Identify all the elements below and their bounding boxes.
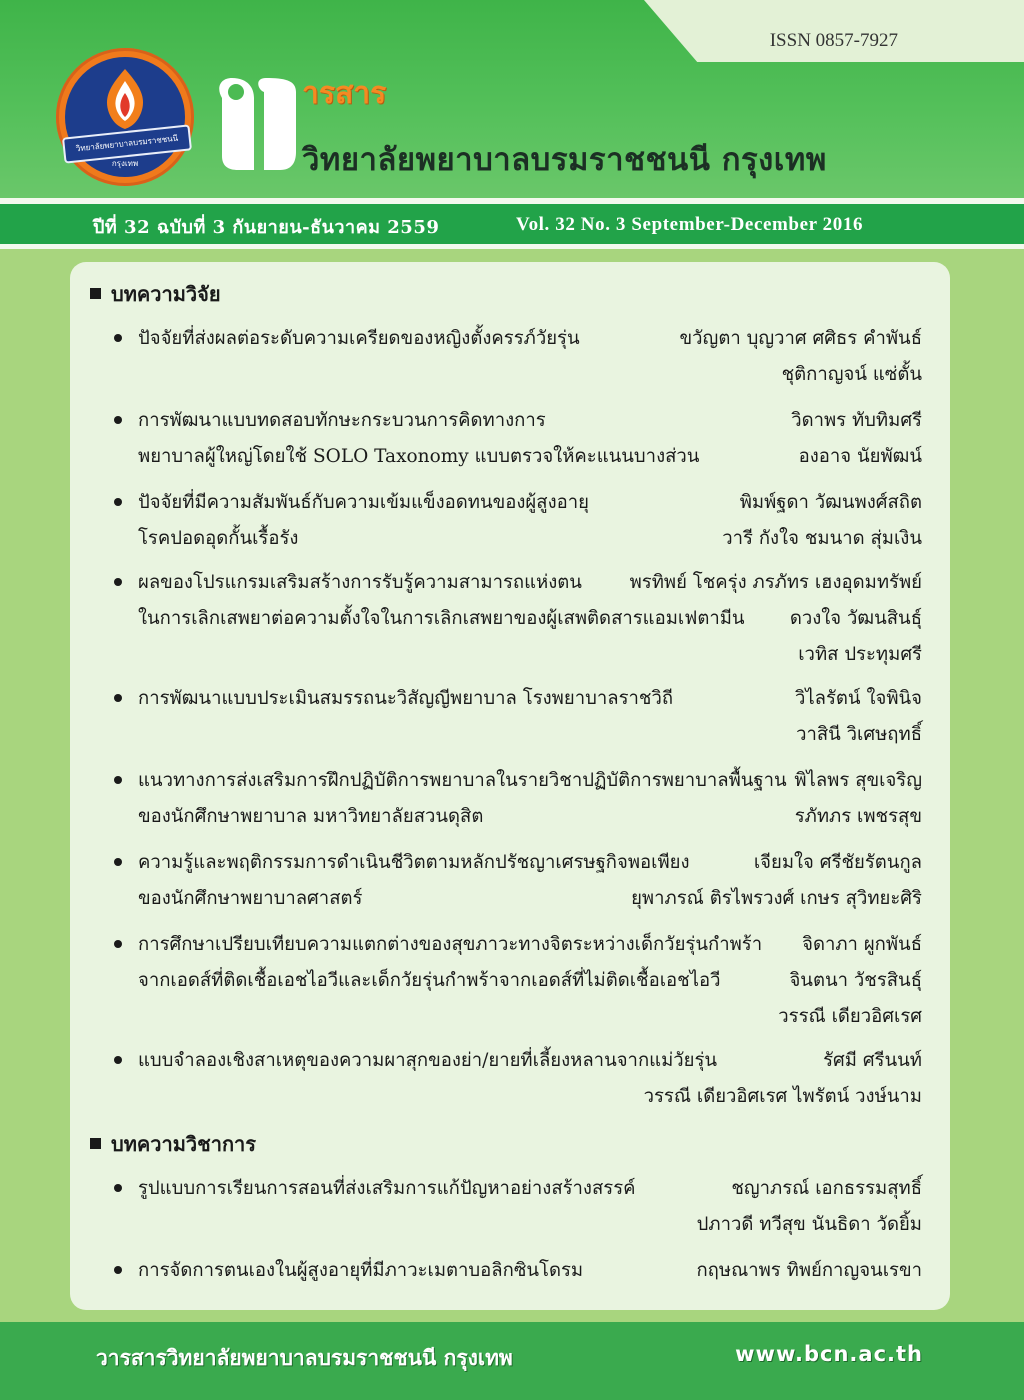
bullet-icon xyxy=(114,694,122,702)
issn-number: ISSN 0857-7927 xyxy=(769,30,898,51)
article-authors: ชญาภรณ์ เอกธรรมสุทธิ์ xyxy=(731,1178,922,1199)
article-title: ในการเลิกเสพยาต่อความตั้งใจในการเลิกเสพยาของผู้เสพติดสารแอมเฟตามีน xyxy=(138,608,745,629)
footer-bar xyxy=(0,1322,1024,1400)
journal-word: ารสาร xyxy=(302,76,387,111)
academic-section-heading xyxy=(90,1128,256,1160)
issue-bar xyxy=(0,204,1024,249)
college-name: วิทยาลัยพยาบาลบรมราชชนนี กรุงเทพ xyxy=(302,142,827,178)
journal-letter-w xyxy=(214,58,304,174)
bullet-icon xyxy=(114,940,122,948)
article-title: โรคปอดอุดกั้นเรื้อรัง xyxy=(138,528,299,549)
research-heading-text: บทความวิจัย xyxy=(111,282,221,306)
article-authors: เจียมใจ ศรีชัยรัตนกูล xyxy=(753,852,922,873)
article-authors: ชุติกาญจน์ แซ่ตั้น xyxy=(781,364,922,385)
logo-emblem xyxy=(65,57,185,177)
article-authors: พิมพ์ฐดา วัฒนพงศ์สถิต xyxy=(739,492,922,513)
footer-journal-name: วารสารวิทยาลัยพยาบาลบรมราชชนนี กรุงเทพ xyxy=(96,1346,513,1370)
article-title: แนวทางการส่งเสริมการฝึกปฏิบัติการพยาบาลในรายวิชาปฏิบัติการพยาบาลพื้นฐาน xyxy=(138,770,787,791)
article-authors: เวทิส ประทุมศรี xyxy=(798,644,922,665)
bullet-icon xyxy=(114,334,122,342)
article-title: แบบจำลองเชิงสาเหตุของความผาสุกของย่า/ยายที่เลี้ยงหลานจากแม่วัยรุ่น xyxy=(138,1050,718,1071)
article-authors: จินตนา วัชรสินธุ์ xyxy=(789,970,922,991)
issue-english: Vol. 32 No. 3 September-December 2016 xyxy=(516,214,864,235)
article-authors: วิดาพร ทับทิมศรี xyxy=(791,410,922,431)
bullet-icon xyxy=(114,1184,122,1192)
college-logo xyxy=(56,48,194,186)
article-title: ของนักศึกษาพยาบาลศาสตร์ xyxy=(138,888,363,909)
academic-heading-text: บทความวิชาการ xyxy=(111,1132,257,1156)
article-authors: พิไลพร สุขเจริญ xyxy=(794,770,922,791)
article-authors: จิดาภา ผูกพันธ์ xyxy=(802,934,922,955)
bullet-icon xyxy=(114,416,122,424)
article-authors: วรรณี เดียวอิศเรศ xyxy=(778,1006,922,1027)
article-title: ปัจจัยที่ส่งผลต่อระดับความเครียดของหญิงตั้งครรภ์วัยรุ่น xyxy=(138,328,580,349)
article-authors: รัศมี ศรีนนท์ xyxy=(823,1050,922,1071)
issue-thai: ปีที่ 32 ฉบับที่ 3 กันยายน-ธันวาคม 2559 xyxy=(93,217,440,238)
article-authors: ดวงใจ วัฒนสินธุ์ xyxy=(789,608,922,629)
article-title: การจัดการตนเองในผู้สูงอายุที่มีภาวะเมตาบอลิกซินโดรม xyxy=(138,1260,584,1281)
article-authors: องอาจ นัยพัฒน์ xyxy=(798,446,922,467)
square-bullet-icon xyxy=(90,288,101,299)
article-title: ปัจจัยที่มีความสัมพันธ์กับความเข้มแข็งอดทนของผู้สูงอายุ xyxy=(138,492,589,513)
research-section-heading xyxy=(90,278,221,310)
bullet-icon xyxy=(114,498,122,506)
footer-website-link[interactable]: www.bcn.ac.th xyxy=(735,1342,923,1366)
bullet-icon xyxy=(114,858,122,866)
article-authors: ปภาวดี ทวีสุข นันธิดา วัดยิ้ม xyxy=(696,1214,922,1235)
logo-city: กรุงเทพ xyxy=(111,159,139,168)
article-authors: ยุพาภรณ์ ติรไพรวงศ์ เกษร สุวิทยะศิริ xyxy=(631,888,922,909)
article-title: ของนักศึกษาพยาบาล มหาวิทยาลัยสวนดุสิต xyxy=(138,806,484,827)
article-title: พยาบาลผู้ใหญ่โดยใช้ SOLO Taxonomy แบบตรวจให้คะแนนบางส่วน xyxy=(138,446,700,467)
bullet-icon xyxy=(114,776,122,784)
bullet-icon xyxy=(114,1266,122,1274)
article-authors: วาสินี วิเศษฤทธิ์ xyxy=(796,724,922,745)
article-title: ผลของโปรแกรมเสริมสร้างการรับรู้ความสามารถแห่งตน xyxy=(138,572,582,593)
logo-ribbon: วิทยาลัยพยาบาลบรมราชชนนี xyxy=(62,124,192,163)
article-title: รูปแบบการเรียนการสอนที่ส่งเสริมการแก้ปัญหาอย่างสร้างสรรค์ xyxy=(138,1178,636,1199)
bullet-icon xyxy=(114,578,122,586)
article-title: การศึกษาเปรียบเทียบความแตกต่างของสุขภาวะทางจิตระหว่างเด็กวัยรุ่นกำพร้า xyxy=(138,934,763,955)
article-authors: วิไลรัตน์ ใจพินิจ xyxy=(794,688,922,709)
article-authors: พรทิพย์ โชครุ่ง ภรภัทร เฮงอุดมทรัพย์ xyxy=(629,572,922,593)
article-title: ความรู้และพฤติกรรมการดำเนินชีวิตตามหลักปรัชญาเศรษฐกิจพอเพียง xyxy=(138,852,690,873)
article-title: จากเอดส์ที่ติดเชื้อเอชไอวีและเด็กวัยรุ่นกำพร้าจากเอดส์ที่ไม่ติดเชื้อเอชไอวี xyxy=(138,970,721,991)
article-title: การพัฒนาแบบประเมินสมรรถนะวิสัญญีพยาบาล โรงพยาบาลราชวิถี xyxy=(138,688,674,709)
contents-panel xyxy=(70,262,950,1310)
article-authors: กฤษณาพร ทิพย์กาญจนเรขา xyxy=(696,1260,922,1281)
flame-icon xyxy=(95,67,155,133)
article-authors: วารี กังใจ ชมนาด สุ่มเงิน xyxy=(722,528,922,549)
article-title: การพัฒนาแบบทดสอบทักษะกระบวนการคิดทางการ xyxy=(138,410,546,431)
bullet-icon xyxy=(114,1056,122,1064)
article-authors: ขวัญตา บุญวาศ ศศิธร คำพันธ์ xyxy=(679,328,922,349)
article-authors: รภัทภร เพชรสุข xyxy=(794,806,922,827)
article-authors: วรรณี เดียวอิศเรศ ไพรัตน์ วงษ์นาม xyxy=(643,1086,922,1107)
square-bullet-icon xyxy=(90,1138,101,1149)
